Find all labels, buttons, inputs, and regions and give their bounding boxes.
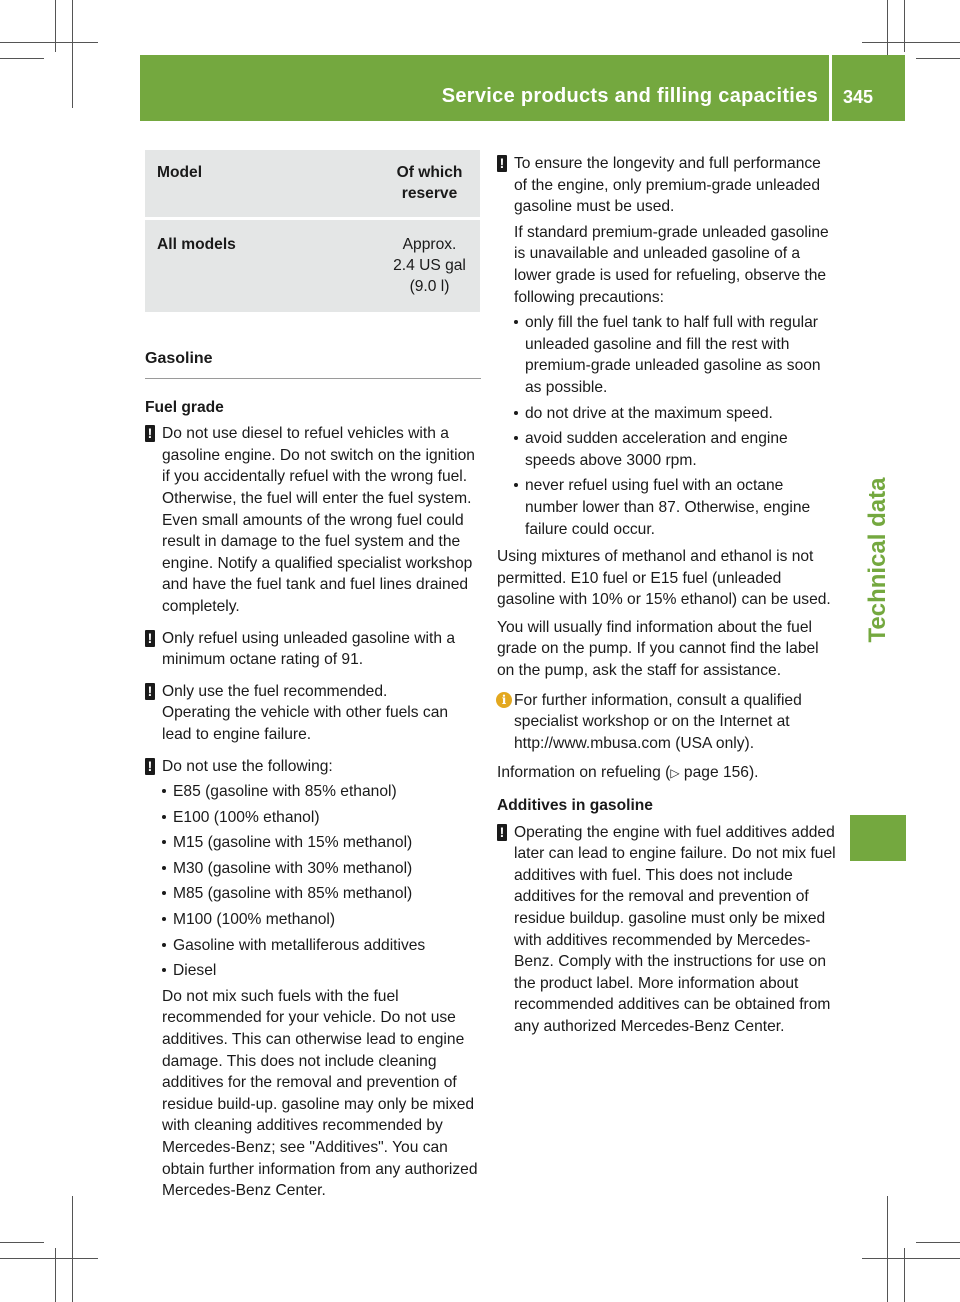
list-item: M100 (100% methanol) (162, 909, 481, 931)
warning-note (145, 756, 481, 1202)
left-column (145, 150, 481, 1202)
reserve-line: 2.4 US gal (393, 257, 466, 274)
chapter-tab-label: Technical data (864, 477, 891, 643)
subheading-fuel-grade: Fuel grade (145, 398, 224, 416)
crop-mark (0, 1258, 98, 1259)
right-column (497, 153, 837, 1038)
header-divider (829, 55, 832, 121)
crop-mark (0, 42, 98, 43)
list-item: avoid sudden acceleration and engine speeds above 3000 rpm. (514, 428, 837, 471)
reserve-line: Approx. (402, 236, 457, 253)
crop-mark (862, 42, 960, 43)
warning-text: If standard premium-grade unleaded gasoline is unavailable and unleaded gasoline of a lower grade is used for refueling, observe the following precautions: (514, 223, 829, 306)
crop-mark (862, 1258, 960, 1259)
table-header-reserve: Of which reserve (379, 150, 480, 217)
warning-note (145, 628, 481, 671)
crop-mark (0, 1242, 44, 1243)
table-header-model: Model (145, 150, 379, 217)
crop-mark (72, 0, 73, 108)
warning-icon: ! (145, 758, 155, 775)
list-item: E85 (gasoline with 85% ethanol) (162, 781, 481, 803)
page-number: 345 (843, 87, 874, 107)
reference-link[interactable]: page 156). (679, 764, 759, 782)
list-item: never refuel using fuel with an octane number lower than 87. Otherwise, engine failure could occur. (514, 475, 837, 540)
list-item: M30 (gasoline with 30% methanol) (162, 858, 481, 880)
page-section-title: Service products and filling capacities (441, 85, 818, 107)
info-icon: i (496, 692, 512, 708)
warning-icon: ! (145, 425, 155, 442)
warning-icon: ! (497, 155, 507, 172)
fuel-reserve-table (145, 150, 480, 312)
crop-mark (916, 58, 960, 59)
list-item: Gasoline with metalliferous additives (162, 935, 481, 957)
warning-text: Only refuel using unleaded gasoline with a minimum octane rating of 91. (162, 629, 456, 669)
page-reference-arrow-icon: ▷ (670, 766, 680, 781)
warning-text: Do not use the following: (162, 757, 333, 775)
warning-text: Only use the fuel recommended. (162, 682, 388, 700)
crop-mark (904, 1248, 905, 1302)
info-note (497, 690, 837, 755)
warning-note (497, 153, 837, 540)
warning-note (497, 822, 837, 1038)
subheading-additives: Additives in gasoline (497, 797, 653, 815)
table-header-row (145, 150, 480, 217)
table-row (145, 220, 480, 312)
warning-icon: ! (145, 630, 155, 647)
list-item: E100 (100% ethanol) (162, 807, 481, 829)
warning-text: To ensure the longevity and full performance of the engine, only premium-grade unleaded gasoline must be used. (514, 155, 821, 216)
crop-mark (0, 58, 44, 59)
list-item: Diesel (162, 960, 481, 982)
info-text: For further information, consult a qualified specialist workshop or on the Internet at http://www.mbusa.com (USA only). (514, 691, 802, 752)
warning-icon: ! (497, 824, 507, 841)
crop-mark (55, 1248, 56, 1302)
paragraph: You will usually find information about the fuel grade on the pump. If you cannot find the label on the pump, ask the staff for assistance. (497, 618, 819, 680)
crop-mark (916, 1242, 960, 1243)
prohibited-fuels-list (162, 781, 481, 982)
warning-text: Operating the vehicle with other fuels can lead to engine failure. (162, 704, 449, 743)
warning-icon: ! (145, 683, 155, 700)
warning-text: Operating the engine with fuel additives added later can lead to engine failure. Do not mix fuel additives with fuel. This does not include additives for the removal and prevention of residue buildup. gasoline must only be mixed with additives recommended by Mercedes-Benz. Comply with the instructions for use on the product label. More information about recommended additives can be obtained from any authorized Mercedes-Benz Center. (514, 823, 836, 1035)
section-heading-gasoline: Gasoline (145, 348, 481, 379)
table-cell-reserve (379, 220, 480, 312)
table-cell-model: All models (145, 220, 379, 312)
paragraph: Using mixtures of methanol and ethanol is not permitted. E10 fuel or E15 fuel (unleaded gasoline with 10% or 15% ethanol) can be used. (497, 548, 831, 609)
list-item: M85 (gasoline with 85% methanol) (162, 883, 481, 905)
crop-mark (904, 0, 905, 52)
reserve-line: (9.0 l) (409, 278, 450, 295)
chapter-tab-marker (850, 815, 906, 861)
warning-text: Do not mix such fuels with the fuel recommended for your vehicle. Do not use additives. This can otherwise lead to engine damage. This does not include cleaning additives for the removal and prevention of residue build-up. gasoline may only be mixed with cleaning additives recommended by Mercedes-Benz; see "Additives". You can obtain further information from any authorized Mercedes-Benz Center. (162, 987, 478, 1200)
warning-text: Do not use diesel to refuel vehicles with a gasoline engine. Do not switch on the ignition if you accidentally refuel with the wrong fuel. Otherwise, the fuel will enter the fuel system. Even small amounts of the wrong fuel could result in damage to the fuel system and the engine. Notify a qualified specialist workshop and have the fuel tank and fuel lines drained completely. (162, 425, 475, 615)
crop-mark (72, 1196, 73, 1302)
warning-note (145, 681, 481, 746)
list-item: only fill the fuel tank to half full with regular unleaded gasoline and fill the rest with premium-grade unleaded gasoline as soon as possible. (514, 312, 837, 398)
precautions-list (514, 312, 837, 540)
list-item: do not drive at the maximum speed. (514, 403, 837, 425)
list-item: M15 (gasoline with 15% methanol) (162, 832, 481, 854)
crop-mark (887, 1196, 888, 1302)
page-reference (497, 762, 837, 785)
warning-note (145, 423, 481, 617)
reference-text: Information on refueling ( (497, 764, 671, 782)
crop-mark (55, 0, 56, 52)
